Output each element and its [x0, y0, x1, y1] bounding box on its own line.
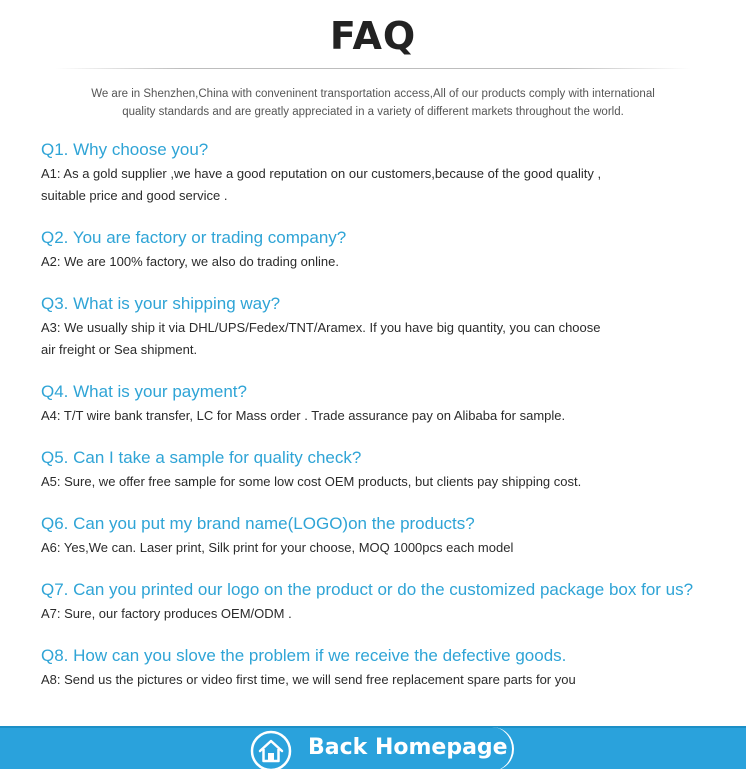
- answer-line: A2: We are 100% factory, we also do trading online.: [41, 254, 339, 269]
- back-homepage-label: Back Homepage: [308, 735, 508, 760]
- faq-item-8: [41, 645, 731, 691]
- faq-item-5: [41, 447, 731, 493]
- faq-answer: [41, 405, 731, 427]
- back-homepage-button[interactable]: [238, 727, 514, 771]
- faq-list: [41, 139, 731, 711]
- faq-question: Q7. Can you printed our logo on the product or do the customized package box for us?: [41, 580, 694, 599]
- faq-answer: [41, 471, 731, 493]
- faq-item-4: [41, 381, 731, 427]
- faq-question: Q8. How can you slove the problem if we receive the defective goods.: [41, 646, 567, 665]
- faq-question: Q3. What is your shipping way?: [41, 294, 281, 313]
- answer-line: A1: As a gold supplier ,we have a good reputation on our customers,because of the good quality ,: [41, 166, 602, 181]
- faq-question: Q5. Can I take a sample for quality check?: [41, 448, 362, 467]
- answer-line: A4: T/T wire bank transfer, LC for Mass order . Trade assurance pay on Alibaba for sample.: [41, 408, 566, 423]
- faq-item-7: [41, 579, 731, 625]
- faq-answer: [41, 669, 731, 691]
- faq-item-6: [41, 513, 731, 559]
- intro-line: We are in Shenzhen,China with conveninent transportation access,All of our products comply with international: [91, 88, 655, 100]
- title-divider: [55, 68, 691, 69]
- answer-line: A3: We usually ship it via DHL/UPS/Fedex/TNT/Aramex. If you have big quantity, you can choose: [41, 320, 601, 335]
- faq-item-1: [41, 139, 731, 207]
- faq-answer: [41, 603, 731, 625]
- answer-line: air freight or Sea shipment.: [41, 342, 198, 357]
- faq-question: Q1. Why choose you?: [41, 140, 209, 159]
- faq-question: Q4. What is your payment?: [41, 382, 247, 401]
- faq-answer: [41, 163, 731, 207]
- answer-line: suitable price and good service .: [41, 188, 228, 203]
- page-title: FAQ: [329, 14, 417, 58]
- answer-line: A6: Yes,We can. Laser print, Silk print for your choose, MOQ 1000pcs each model: [41, 540, 514, 555]
- faq-question: Q6. Can you put my brand name(LOGO)on the products?: [41, 514, 475, 533]
- faq-item-2: [41, 227, 731, 273]
- intro-text: [60, 85, 686, 121]
- answer-line: A8: Send us the pictures or video first time, we will send free replacement spare parts for you: [41, 672, 576, 687]
- answer-line: A7: Sure, our factory produces OEM/ODM .: [41, 606, 292, 621]
- faq-answer: [41, 317, 731, 361]
- home-icon: [250, 730, 292, 772]
- faq-question: Q2. You are factory or trading company?: [41, 228, 347, 247]
- faq-answer: [41, 537, 731, 559]
- intro-line: quality standards and are greatly appreciated in a variety of different markets throughout the world.: [122, 106, 624, 118]
- answer-line: A5: Sure, we offer free sample for some low cost OEM products, but clients pay shipping cost.: [41, 474, 582, 489]
- faq-answer: [41, 251, 731, 273]
- faq-item-3: [41, 293, 731, 361]
